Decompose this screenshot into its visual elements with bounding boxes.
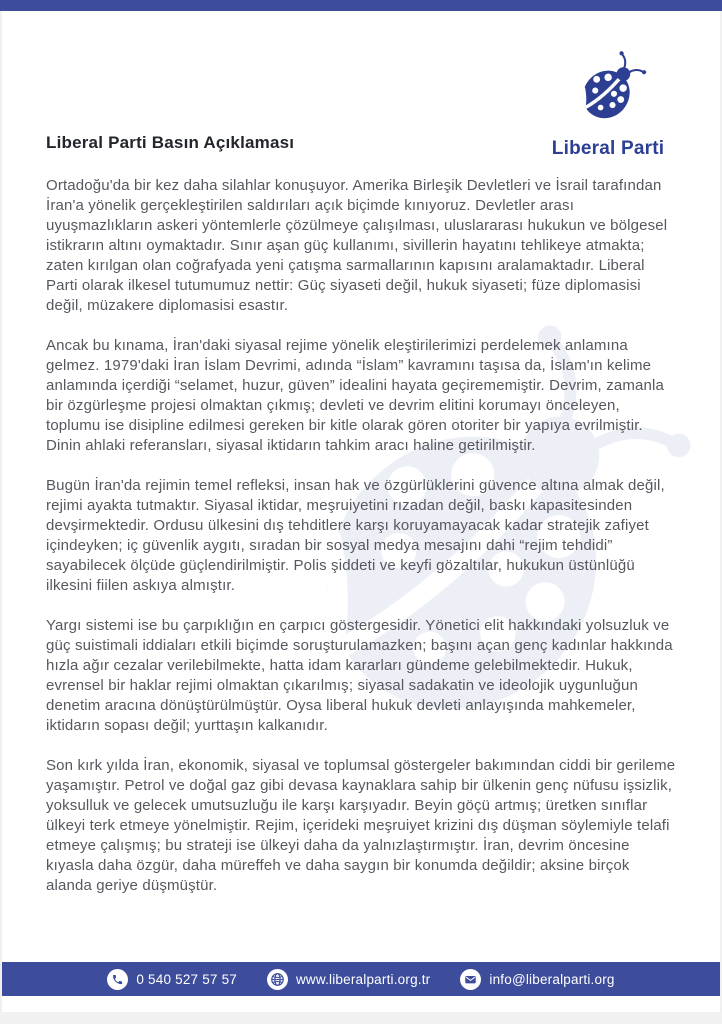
paragraph-1: Ortadoğu'da bir kez daha silahlar konuşuyor. Amerika Birleşik Devletleri ve İsrail tarafından İran'a yönelik gerçekleştirilen saldırıları açık biçimde kınıyoruz. Devletler arası uyuşmazlıkların askeri yöntemlerle çözülmeye çalışılması, uluslararası hukukun ve bölgesel istikrarın altını oymaktadır. Sınır aşan güç kullanımı, sivillerin hayatını tehlikeye atmakta; zaten kırılgan olan coğrafyada yeni çatışma sarmallarının kapısını aralamaktadır. Liberal Parti olarak ilkesel tutumumuz nettir: Güç siyaseti değil, hukuk siyaseti; füze diplomasisi değil, müzakere diplomasisi esastır.: [46, 177, 668, 314]
paragraph-2: Ancak bu kınama, İran'daki siyasal rejime yönelik eleştirilerimizi perdelemek anlamına gelmez. 1979'daki İran İslam Devrimi, adında “İslam” kavramını taşısa da, İslam'ın kelime anlamında içerdiği “selamet, huzur, güven” idealini hayata geçirememiştir. Devrim, zamanla bir özgürleşme projesi olmaktan çıkmış; devleti ve devrim elitini korumayı önceleyen, toplumu ise disipline edilmesi gereken bir kitle olarak gören otoriter bir yapıya evrilmiştir. Dinin ahlaki referansları, siyasal iktidarın tahkim aracı haline getirilmiştir.: [46, 337, 664, 454]
footer-website-text: www.liberalparti.org.tr: [295, 971, 431, 987]
footer-website[interactable]: [267, 969, 430, 990]
footer-phone[interactable]: [107, 969, 237, 990]
page-title: Liberal Parti Basın Açıklaması: [46, 133, 295, 152]
mail-icon: [460, 969, 481, 990]
paragraph-4: Yargı sistemi ise bu çarpıklığın en çarpıcı göstergesidir. Yönetici elit hakkındaki yolsuzluk ve güç suistimali iddiaları etkili biçimde soruşturulamazken; başını açan genç kadınlar hakkında hızla ağır cezalar verilebilmekte, hatta idam kararları gündeme gelebilmektedir. Hukuk, evrensel bir haklar rejimi olmaktan çıkarılmış; siyasal sadakatin ve ideolojik uygunluğun denetim aracına dönüştürülmüştür. Oysa liberal hukuk devleti anlayışında mahkemeler, iktidarın sopası değil; yurttaşın kalkanıdır.: [46, 617, 673, 734]
ladybug-logo-icon: [567, 50, 649, 132]
phone-icon: [107, 969, 128, 990]
top-accent-bar: [0, 0, 722, 11]
brand-logo: [548, 50, 668, 160]
paragraph-5: Son kırk yılda İran, ekonomik, siyasal ve toplumsal göstergeler bakımından ciddi bir gerileme yaşamıştır. Petrol ve doğal gaz gibi devasa kaynaklara sahip bir ülkenin genç nüfusu işsizlik, yoksulluk ve gelecek umutsuzluğu ile karşı karşıyadır. Beyin göçü artmış; üretken sınıflar ülkeyi terk etmeye yönelmiştir. Rejim, içerideki meşruiyet krizini dış düşman söylemiyle telafi etmeye çalışmış; bu strateji ise ülkeyi daha da yalnızlaştırmıştır. İran, devrim öncesine kıyasla daha özgür, daha müreffeh ve daha saygın bir konumda değildir; aksine birçok alanda geriye düşmüştür.: [46, 757, 676, 894]
press-release-body: [46, 133, 676, 916]
footer-email[interactable]: [460, 969, 614, 990]
footer-contact-bar: [2, 962, 720, 996]
globe-icon: [267, 969, 288, 990]
paragraph-3: Bugün İran'da rejimin temel refleksi, insan hak ve özgürlüklerini güvence altına almak değil, rejimi ayakta tutmaktır. Siyasal iktidar, meşruiyetini rızadan değil, baskı kapasitesinden devşirmektedir. Ordusu ülkesini dış tehditlere karşı koruyamayacak kadar stratejik zafiyet içindeyken; iç güvenlik aygıtı, sıradan bir sosyal medya mesajını dahi “rejim tehdidi” sayabilecek ölçüde güçlendirilmiştir. Polis şiddeti ve keyfi gözaltılar, hukukun üstünlüğü ilkesini fiilen askıya almıştır.: [46, 477, 665, 594]
bottom-edge-strip: [0, 1012, 722, 1024]
footer-email-text: info@liberalparti.org: [489, 971, 615, 987]
footer-phone-text: 0 540 527 57 57: [136, 971, 237, 987]
brand-name: Liberal Parti: [551, 138, 665, 159]
